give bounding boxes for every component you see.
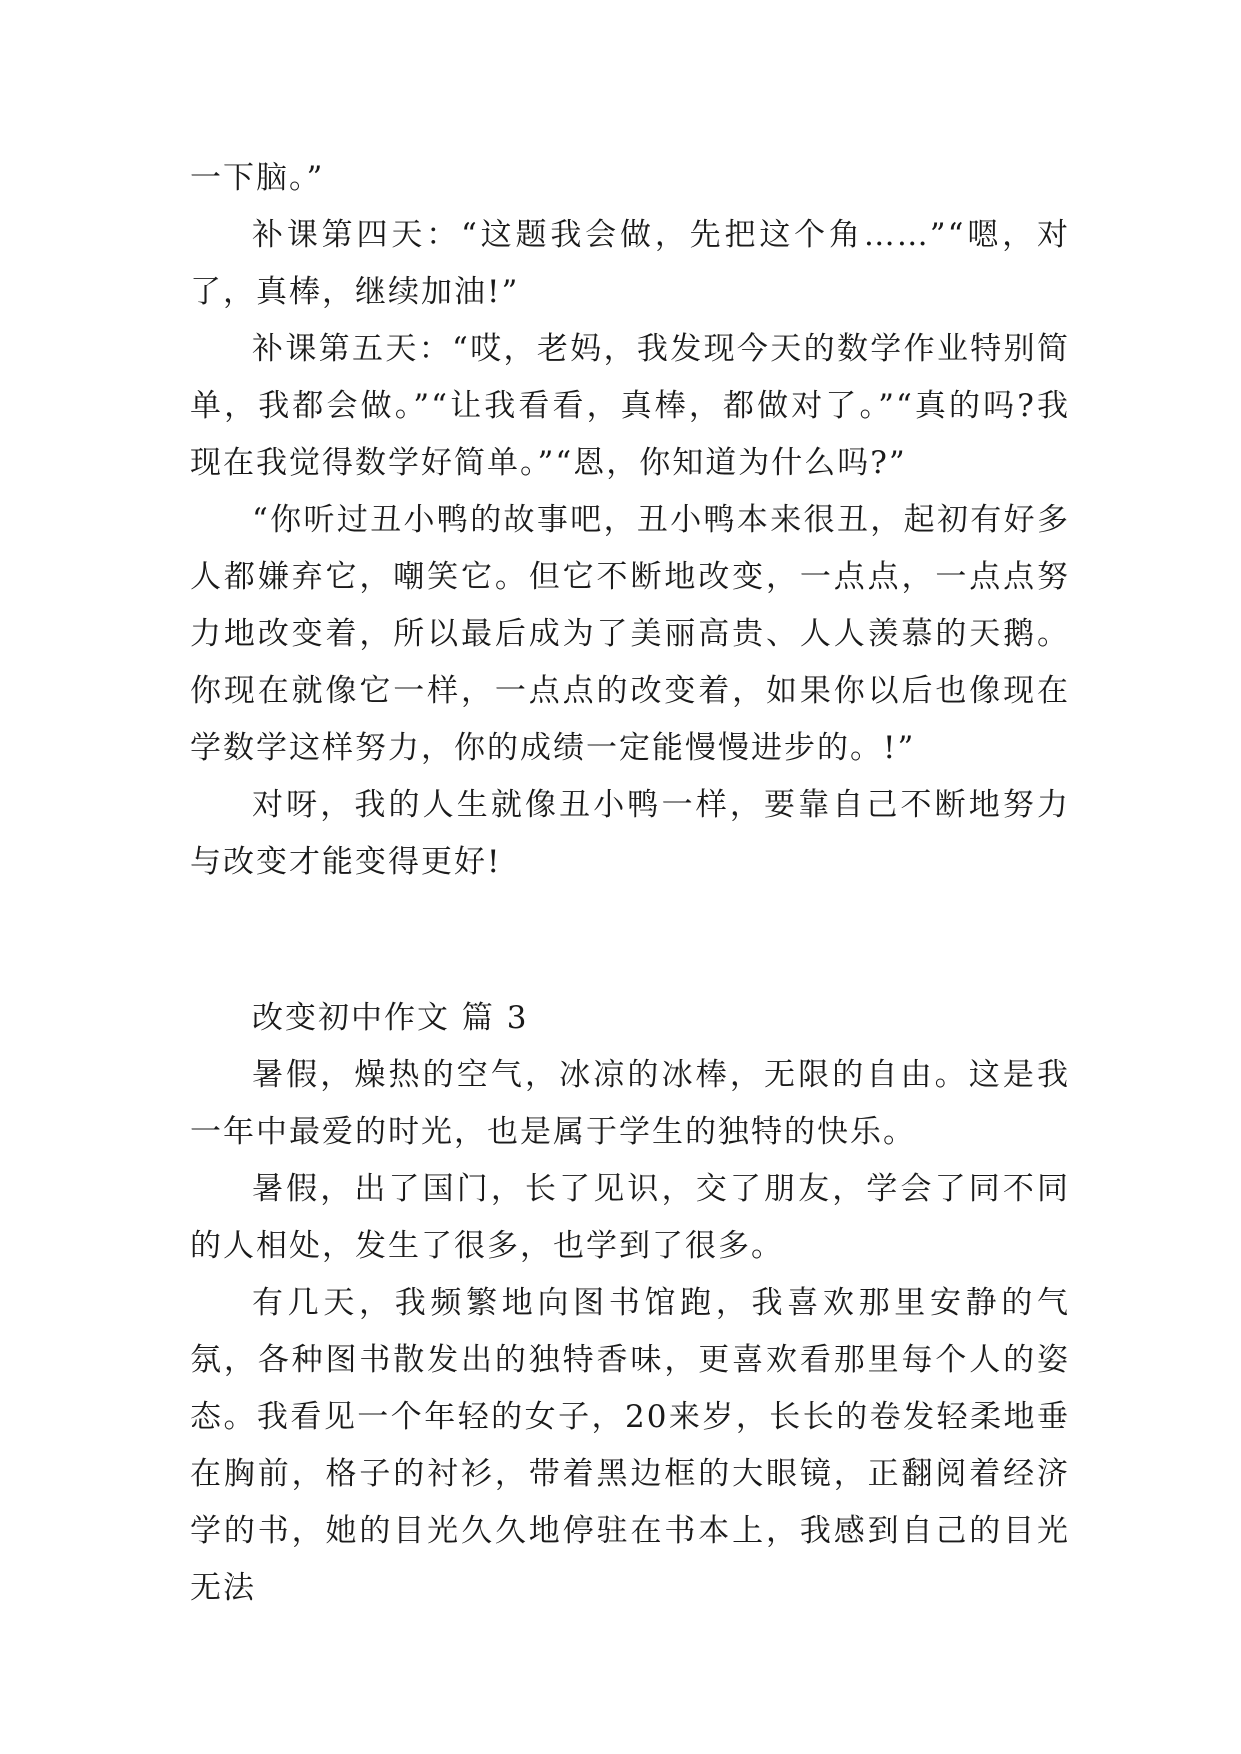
document-body (190, 150, 1070, 1617)
paragraph: 对呀，我的人生就像丑小鸭一样，要靠自己不断地努力与改变才能变得更好! (190, 787, 1070, 880)
paragraph: 补课第五天：“哎，老妈，我发现今天的数学作业特别简单，我都会做。”“让我看看，真棒，都做对了。”“真的吗?我现在我觉得数学好简单。”“恩，你知道为什么吗?” (190, 331, 1070, 481)
paragraph: 暑假，燥热的空气，冰凉的冰棒，无限的自由。这是我一年中最爱的时光，也是属于学生的独特的快乐。 (190, 1057, 1070, 1150)
paragraph: 暑假，出了国门，长了见识，交了朋友，学会了同不同的人相处，发生了很多，也学到了很多。 (190, 1171, 1070, 1264)
paragraph: 补课第四天：“这题我会做，先把这个角……”“嗯，对了，真棒，继续加油!” (190, 217, 1070, 310)
paragraph: “你听过丑小鸭的故事吧，丑小鸭本来很丑，起初有好多人都嫌弃它，嘲笑它。但它不断地改变，一点点，一点点努力地改变着，所以最后成为了美丽高贵、人人羡慕的天鹅。你现在就像它一样，一点点的改变着，如果你以后也像现在学数学这样努力，你的成绩一定能慢慢进步的。!” (190, 502, 1070, 766)
paragraph-continuation: 一下脑。” (190, 160, 325, 196)
paragraph: 有几天，我频繁地向图书馆跑，我喜欢那里安静的气氛，各种图书散发出的独特香味，更喜欢看那里每个人的姿态。我看见一个年轻的女子，20来岁，长长的卷发轻柔地垂在胸前，格子的衬衫，带着黑边框的大眼镜，正翻阅着经济学的书，她的目光久久地停驻在书本上，我感到自己的目光无法 (190, 1285, 1070, 1606)
section-title: 改变初中作文 篇 3 (252, 1000, 529, 1036)
